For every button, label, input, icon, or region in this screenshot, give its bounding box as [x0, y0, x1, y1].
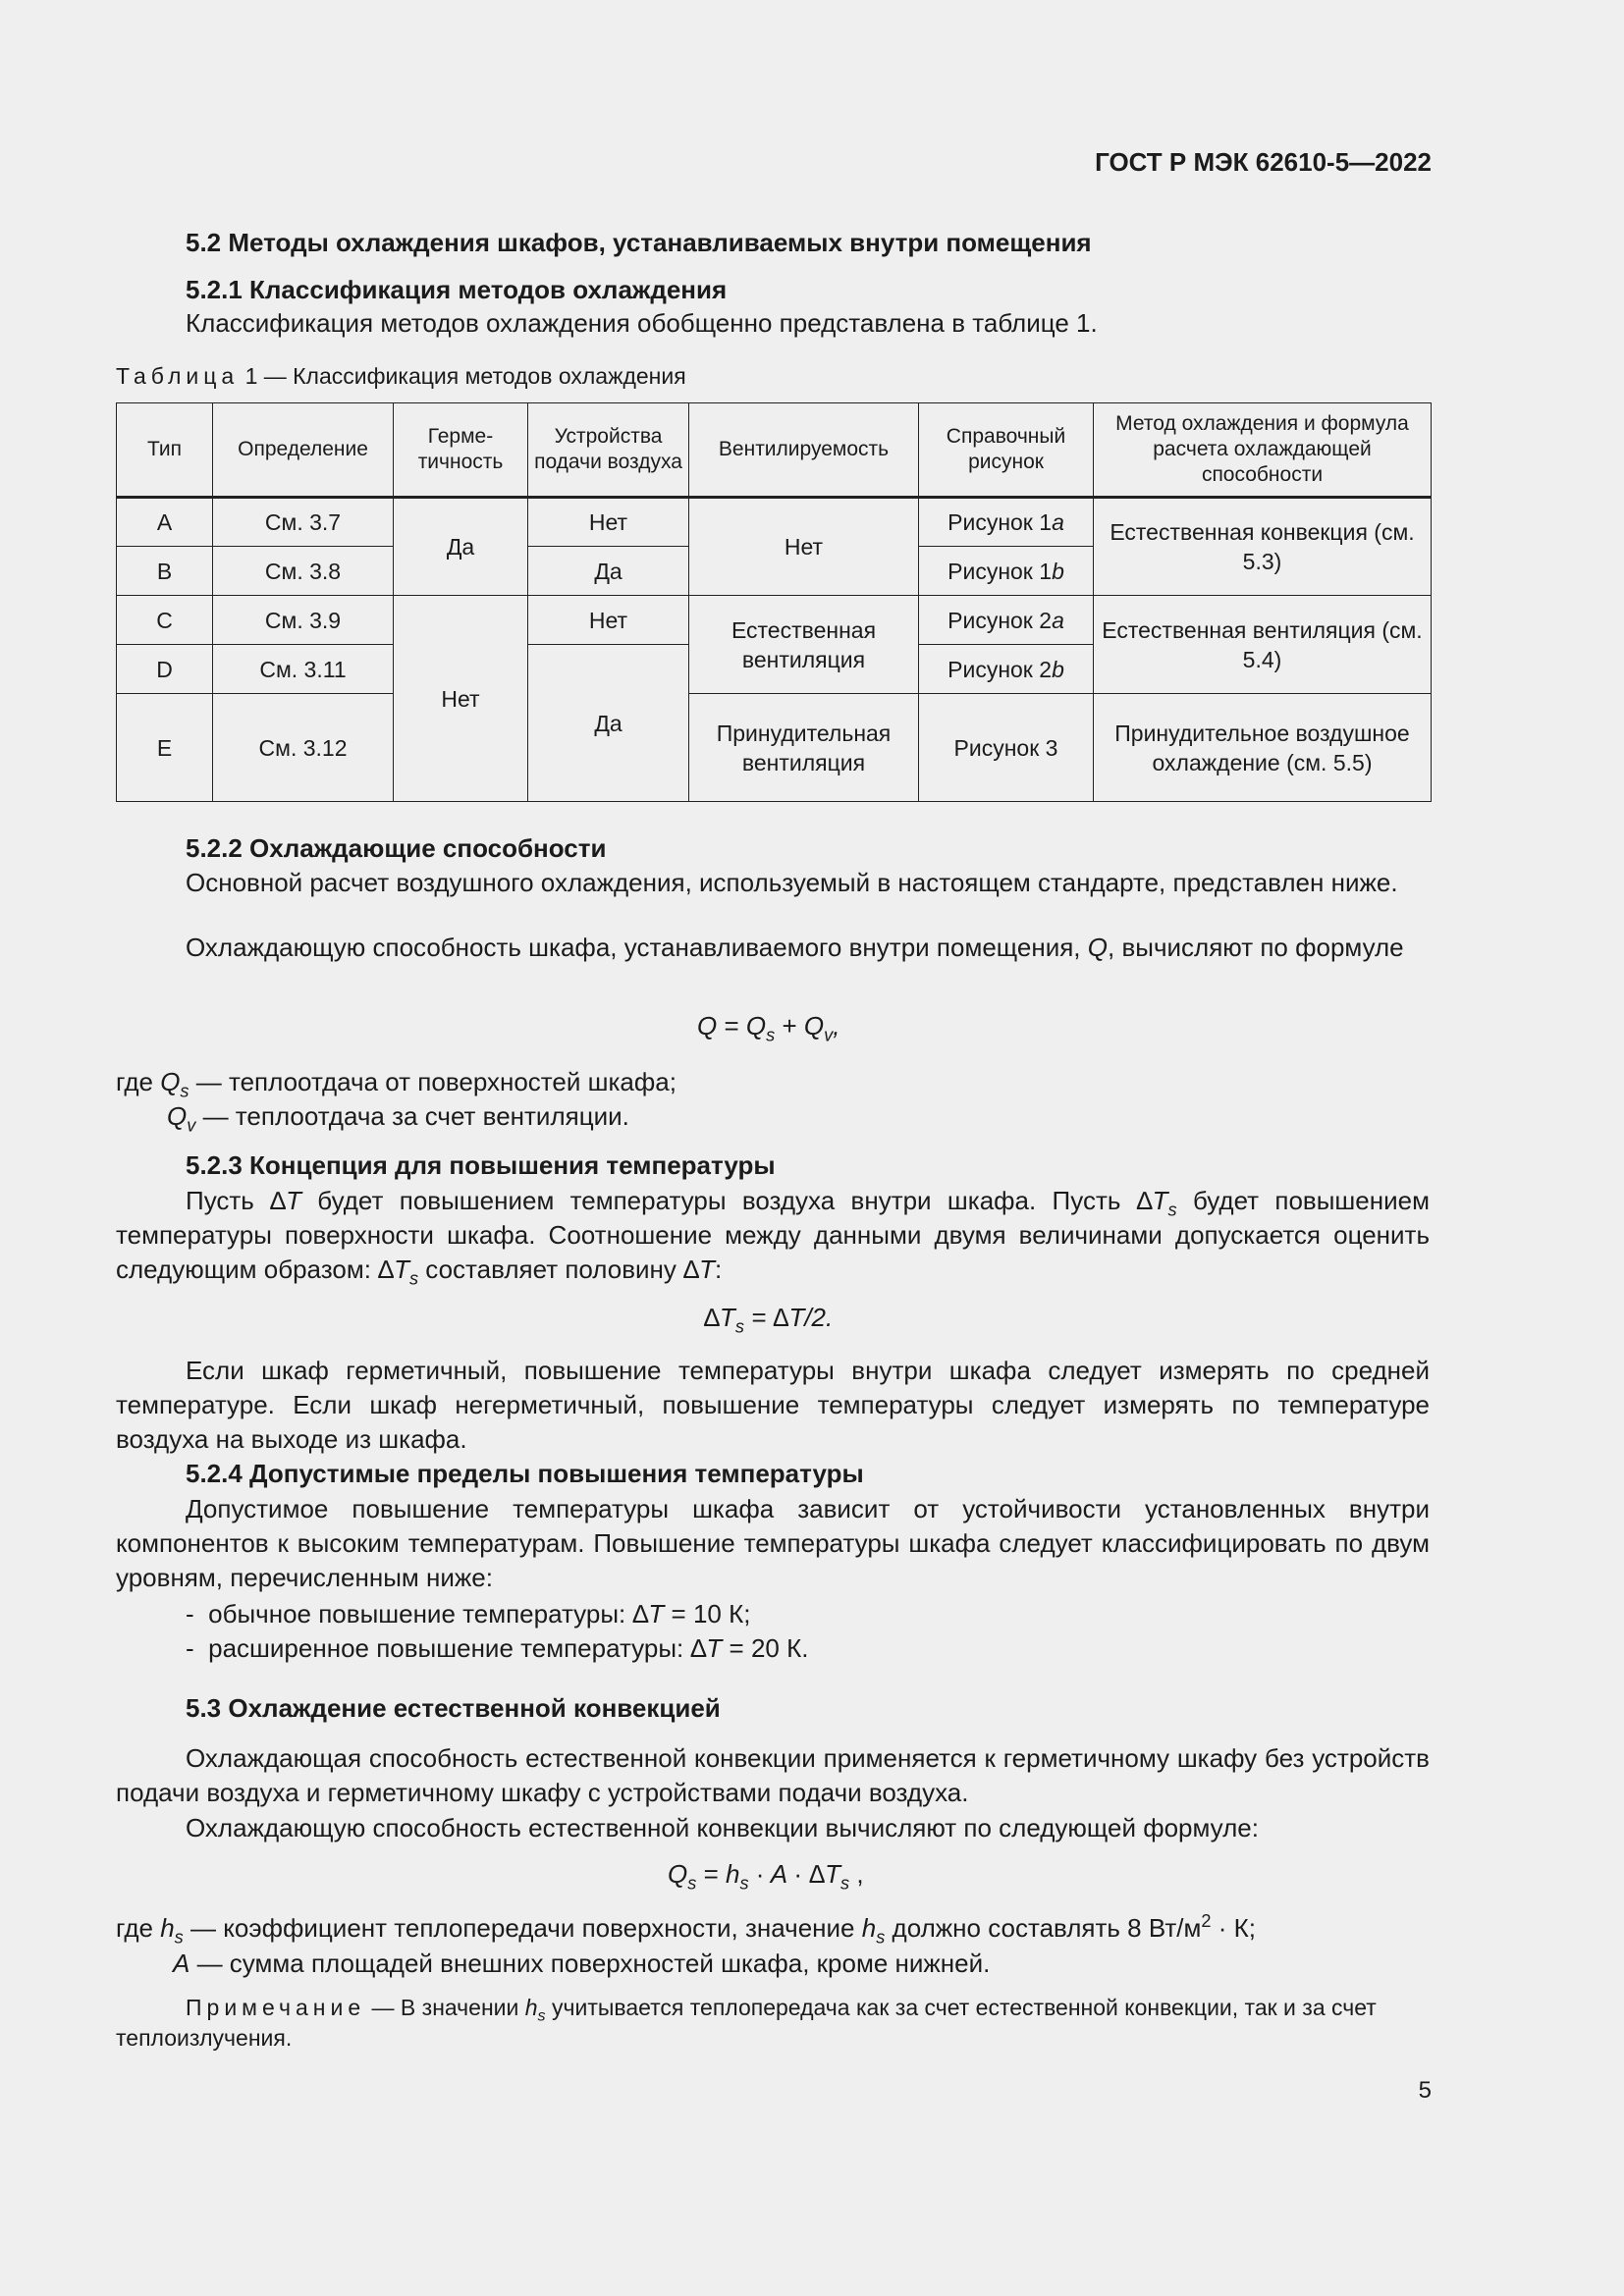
section-5-2-2-heading: 5.2.2 Охлаждающие способности: [186, 833, 607, 863]
cell-type: D: [117, 645, 213, 694]
header-definition: Определение: [213, 403, 394, 498]
cell-air-devices: Да: [528, 645, 689, 802]
section-5-2-3-paragraph-2: Если шкаф герметичный, повышение температуры внутри шкафа следует измерять по средней температуре. Если шкаф негерметичный, повышение температуры следует измерять по температуре воздуха на выходе из шкафа.: [116, 1356, 1430, 1454]
cell-type: B: [117, 547, 213, 596]
cell-figure: Рисунок 1b: [919, 547, 1094, 596]
cell-ventilation: Естественная вентиляция: [689, 596, 919, 694]
note: Примечание — В значении $h_s$ учитывается теплопередача как за счет естественной конвекции, так и за счет теплоизлучения.: [116, 1995, 1377, 2051]
section-5-2-1-heading: 5.2.1 Классификация методов охлаждения: [186, 275, 728, 304]
cell-definition: См. 3.9: [213, 596, 394, 645]
cell-air-devices: Нет: [528, 498, 689, 547]
cell-air-devices: Нет: [528, 596, 689, 645]
header-method: Метод охлаждения и формула расчета охлаждающей способности: [1094, 403, 1432, 498]
cell-figure: Рисунок 1a: [919, 498, 1094, 547]
section-5-2-3-heading: 5.2.3 Концепция для повышения температуры: [186, 1150, 776, 1180]
formula-qs: $Q_s = h_s \cdot A \cdot \Delta T_s$ ,: [668, 1859, 864, 1894]
table-caption-text: 1 — Классификация методов охлаждения: [244, 363, 686, 389]
table-row: [117, 596, 1432, 645]
cell-figure: Рисунок 2b: [919, 645, 1094, 694]
definition-qv: $Q_v$ — теплоотдача за счет вентиляции.: [167, 1101, 629, 1136]
table-caption-word: Таблица: [116, 363, 240, 389]
header-air-devices: Устройства подачи воздуха: [528, 403, 689, 498]
definition-hs: где $h_s$ — коэффициент теплопередачи поверхности, значение $h_s$ должно составлять 8 $Вт/м^2 \cdot К$;: [116, 1911, 1256, 1948]
cell-method: Естественная вентиляция (см. 5.4): [1094, 596, 1432, 694]
cell-definition: См. 3.11: [213, 645, 394, 694]
section-5-3-paragraph-1: Охлаждающая способность естественной конвекции применяется к герметичному шкафу без устройств подачи воздуха и герметичному шкафу с устройствами подачи воздуха.: [116, 1743, 1430, 1807]
table-header-row: [117, 403, 1432, 498]
cooling-methods-table: [116, 402, 1432, 802]
cell-definition: См. 3.7: [213, 498, 394, 547]
section-5-2-heading: 5.2 Методы охлаждения шкафов, устанавливаемых внутри помещения: [186, 228, 1092, 257]
document-code: ГОСТ Р МЭК 62610-5—2022: [1095, 147, 1432, 177]
cell-method: Естественная конвекция (см. 5.3): [1094, 498, 1432, 596]
definition-a: A — сумма площадей внешних поверхностей шкафа, кроме нижней.: [173, 1949, 991, 1978]
header-figure: Справочный рисунок: [919, 403, 1094, 498]
section-5-2-1-text: Классификация методов охлаждения обобщенно представлена в таблице 1.: [186, 308, 1098, 338]
formula-delta-ts: $\Delta T_s = \Delta T/2$.: [704, 1303, 834, 1337]
cell-sealed: Да: [394, 498, 528, 596]
cell-figure: Рисунок 2a: [919, 596, 1094, 645]
cell-ventilation: Нет: [689, 498, 919, 596]
cell-air-devices: Да: [528, 547, 689, 596]
formula-q-total: $Q = Q_s + Q_v$,: [697, 1011, 840, 1045]
cell-type: E: [117, 694, 213, 802]
cell-ventilation: Принудительная вентиляция: [689, 694, 919, 802]
definition-qs: где $Q_s$ — теплоотдача от поверхностей шкафа;: [116, 1067, 677, 1101]
cell-type: C: [117, 596, 213, 645]
table-row: [117, 498, 1432, 547]
note-word: Примечание: [186, 1995, 366, 2020]
header-type: Тип: [117, 403, 213, 498]
table-caption: [116, 363, 686, 390]
section-5-2-2-paragraph-2: Охлаждающую способность шкафа, устанавливаемого внутри помещения, Q, вычисляют по формуле: [186, 933, 1404, 962]
cell-method: Принудительное воздушное охлаждение (см. 5.5): [1094, 694, 1432, 802]
header-ventilation: Вентилируемость: [689, 403, 919, 498]
table-row: [117, 694, 1432, 802]
cell-figure: Рисунок 3: [919, 694, 1094, 802]
section-5-3-heading: 5.3 Охлаждение естественной конвекцией: [186, 1693, 721, 1723]
section-5-2-3-paragraph-1: Пусть ∆T будет повышением температуры воздуха внутри шкафа. Пусть $\Delta T_s$ будет повышением температуры поверхности шкафа. Соотношение между данными двумя величинами допускается оценить следующим образом: $\Delta T_s$ составляет половину ∆T:: [116, 1186, 1430, 1289]
header-sealed: Герме-тичность: [394, 403, 528, 498]
cell-sealed: Нет: [394, 596, 528, 802]
list-item: - обычное повышение температуры: ∆T = 10 К;: [186, 1599, 751, 1629]
list-item: - расширенное повышение температуры: ∆T = 20 К.: [186, 1633, 809, 1663]
page-number: 5: [1418, 2077, 1432, 2104]
section-5-2-2-paragraph-1: Основной расчет воздушного охлаждения, используемый в настоящем стандарте, представлен ниже.: [186, 868, 1398, 897]
cell-type: A: [117, 498, 213, 547]
section-5-2-4-paragraph: Допустимое повышение температуры шкафа зависит от устойчивости установленных внутри компонентов к высоким температурам. Повышение температуры шкафа следует классифицировать по двум уровням, перечисленным ниже:: [116, 1494, 1430, 1592]
cell-definition: См. 3.12: [213, 694, 394, 802]
cell-definition: См. 3.8: [213, 547, 394, 596]
section-5-2-4-heading: 5.2.4 Допустимые пределы повышения температуры: [186, 1459, 864, 1488]
section-5-3-paragraph-2: Охлаждающую способность естественной конвекции вычисляют по следующей формуле:: [186, 1813, 1259, 1842]
